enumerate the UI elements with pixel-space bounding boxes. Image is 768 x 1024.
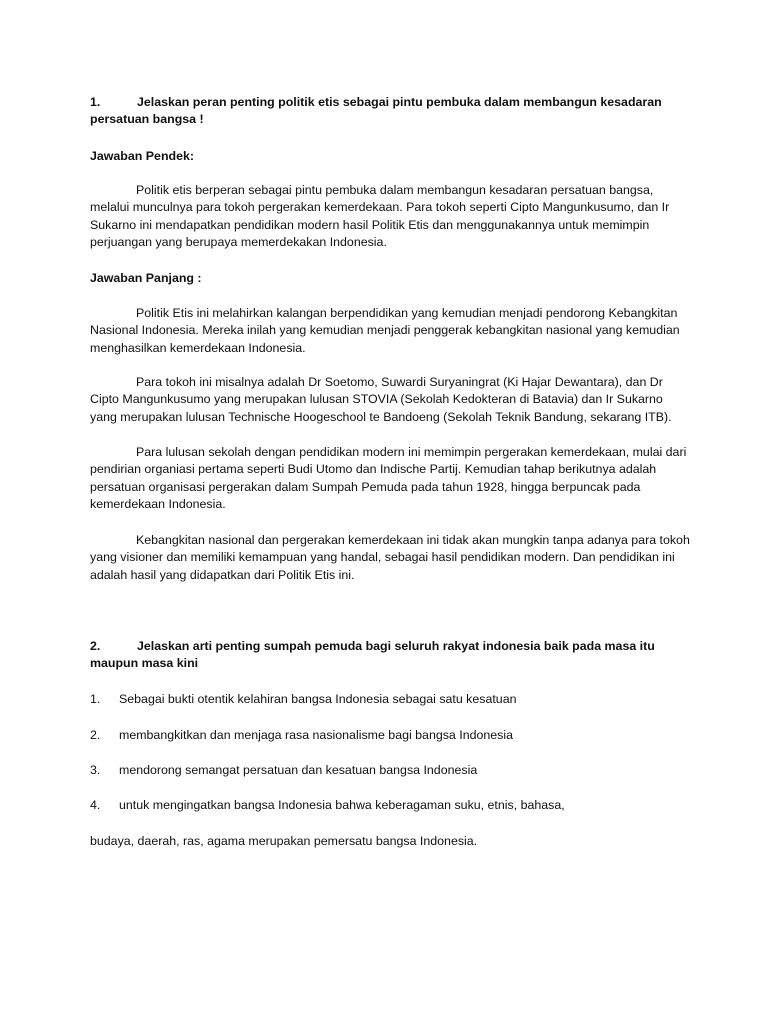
list-item-text: membangkitkan dan menjaga rasa nasionalisme bagi bangsa Indonesia (119, 728, 514, 742)
question-2-number: 2. (90, 639, 101, 653)
question-1-text: Jelaskan peran penting politik etis sebagai pintu pembuka dalam membangun kesadaran persatuan bangsa ! (90, 95, 662, 127)
question-2 (90, 638, 690, 673)
list-item (90, 762, 690, 779)
long-answer-paragraph (90, 444, 690, 514)
question-2-text: Jelaskan arti penting sumpah pemuda bagi seluruh rakyat indonesia baik pada masa itu maupun masa kini (90, 639, 655, 671)
list-item-number: 1. (90, 692, 101, 706)
question-1-number: 1. (90, 95, 101, 109)
long-answer-text: Politik Etis ini melahirkan kalangan berpendidikan yang kemudian menjadi pendorong Kebangkitan Nasional Indonesia. Mereka inilah yang kemudian menjadi penggerak kebangkitan nasional yang kemudian menghasilkan kemerdekaan Indonesia. (90, 306, 680, 355)
short-answer-label: Jawaban Pendek: (90, 149, 194, 163)
long-answer-label: Jawaban Panjang : (90, 271, 202, 285)
short-answer-text: Politik etis berperan sebagai pintu pembuka dalam membangun kesadaran persatuan bangsa, melalui munculnya para tokoh pergerakan kemerdekaan. Para tokoh seperti Cipto Mangunkusumo, dan Ir Sukarno ini mendapatkan pendidikan modern hasil Politik Etis dan menggunakannya untuk memimpin perjuangan yang berupaya memerdekakan Indonesia. (90, 183, 670, 250)
long-answer-text: Kebangkitan nasional dan pergerakan kemerdekaan ini tidak akan mungkin tanpa adanya para tokoh yang visioner dan memiliki kemampuan yang handal, sebagai hasil pendidikan modern. Dan pendidikan ini adalah hasil yang didapatkan dari Politik Etis ini. (90, 533, 690, 582)
question-1 (90, 94, 690, 129)
list-item (90, 691, 690, 708)
long-answer-text: Para tokoh ini misalnya adalah Dr Soetomo, Suwardi Suryaningrat (Ki Hajar Dewantara), dan Dr Cipto Mangunkusumo yang merupakan lulusan STOVIA (Sekolah Kedokteran di Batavia) dan Ir Sukarno yang merupakan lulusan Technische Hoogeschool te Bandoeng (Sekolah Teknik Bandung, sekarang ITB). (90, 375, 672, 424)
list-item-text: Sebagai bukti otentik kelahiran bangsa Indonesia sebagai satu kesatuan (119, 692, 517, 706)
long-answer-paragraph (90, 305, 690, 357)
short-answer-paragraph (90, 182, 690, 252)
long-answer-paragraph (90, 532, 690, 584)
long-answer-paragraph (90, 374, 690, 426)
list-item (90, 727, 690, 744)
list-item (90, 797, 690, 814)
long-answer-text: Para lulusan sekolah dengan pendidikan modern ini memimpin pergerakan kemerdekaan, mulai dari pendirian organiasi pertama seperti Budi Utomo dan Indische Partij. Kemudian tahap berikutnya adalah persatuan organisasi pergerakan dalam Sumpah Pemuda pada tahun 1928, hingga berpuncak pada kemerdekaan Indonesia. (90, 445, 687, 512)
list-item-text: mendorong semangat persatuan dan kesatuan bangsa Indonesia (119, 763, 478, 777)
list-item-number: 3. (90, 763, 101, 777)
list-item-text: untuk mengingatkan bangsa Indonesia bahwa keberagaman suku, etnis, bahasa, (119, 798, 565, 812)
list-continuation: budaya, daerah, ras, agama merupakan pemersatu bangsa Indonesia. (90, 834, 478, 848)
list-item-number: 4. (90, 798, 101, 812)
list-item-number: 2. (90, 728, 101, 742)
